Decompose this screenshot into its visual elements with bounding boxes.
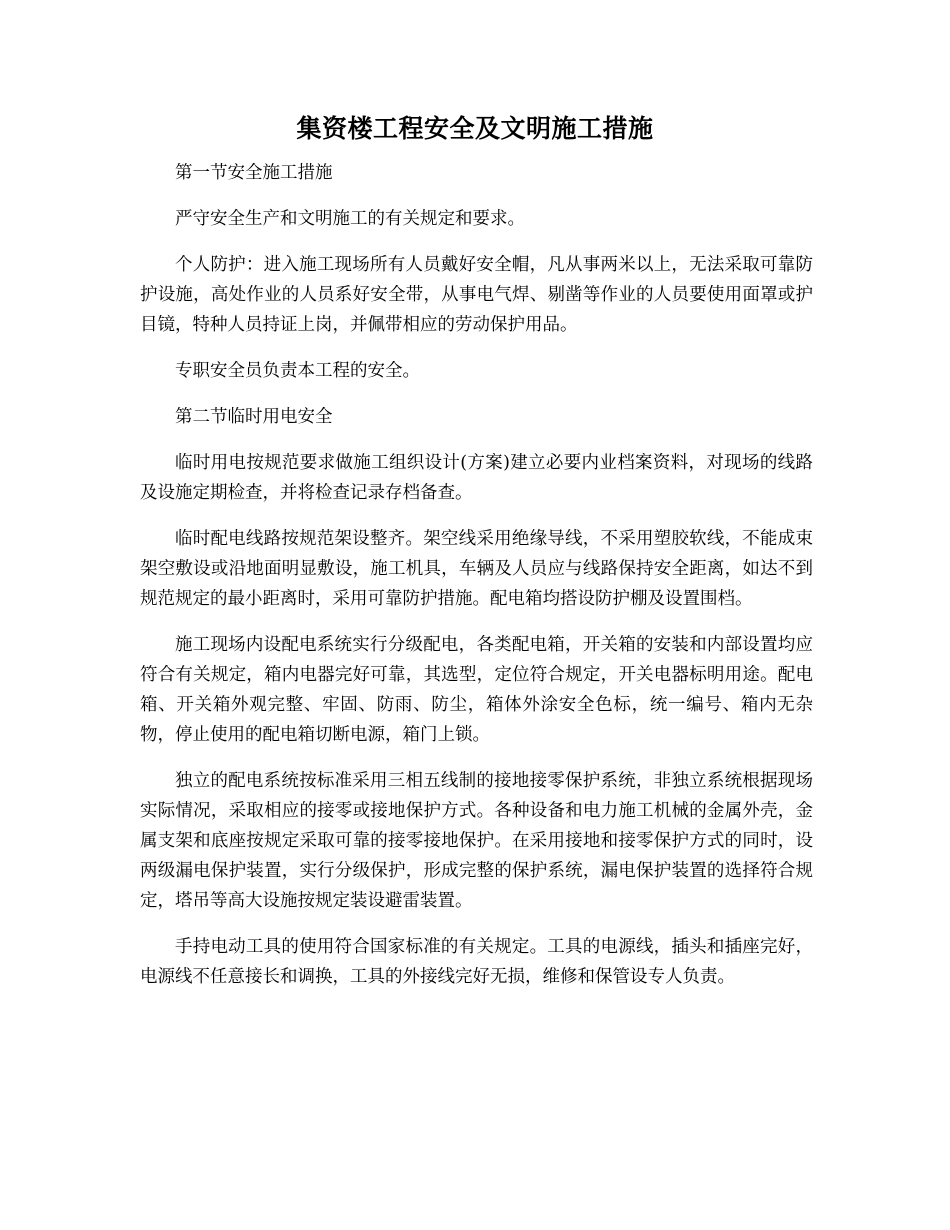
paragraph-section-1-heading: 第一节安全施工措施 bbox=[175, 163, 333, 183]
paragraph-safety-officer: 专职安全员负责本工程的安全。 bbox=[175, 361, 420, 381]
paragraph-hand-tools: 手持电动工具的使用符合国家标准的有关规定。工具的电源线，插头和插座完好，电源线不任意接长和调换，工具的外接线完好无损，维修和保管设专人负责。 bbox=[140, 937, 813, 987]
paragraph-distribution-boxes: 施工现场内设配电系统实行分级配电，各类配电箱，开关箱的安装和内部设置均应符合有关规定，箱内电器完好可靠，其选型，定位符合规定，开关电器标明用途。配电箱、开关箱外观完整、牢固、防雨、防尘，箱体外涂安全色标，统一编号、箱内无杂物，停止使用的配电箱切断电源，箱门上锁。 bbox=[140, 635, 813, 745]
document-title: 集资楼工程安全及文明施工措施 bbox=[296, 114, 654, 143]
paragraph-grounding-system: 独立的配电系统按标准采用三相五线制的接地接零保护系统，非独立系统根据现场实际情况，采取相应的接零或接地保护方式。各种设备和电力施工机械的金属外壳，金属支架和底座按规定采取可靠的接零接地保护。在采用接地和接零保护方式的同时，设两级漏电保护装置，实行分级保护，形成完整的保护系统，漏电保护装置的选择符合规定，塔吊等高大设施按规定装设避雷装置。 bbox=[140, 771, 813, 911]
paragraph-safety-rules: 严守安全生产和文明施工的有关规定和要求。 bbox=[175, 209, 525, 229]
paragraph-temporary-power-design: 临时用电按规范要求做施工组织设计(方案)建立必要内业档案资料，对现场的线路及设施定期检查，并将检查记录存档备查。 bbox=[140, 453, 813, 503]
paragraph-section-2-heading: 第二节临时用电安全 bbox=[175, 407, 333, 427]
document-body bbox=[140, 158, 813, 992]
paragraph-distribution-lines: 临时配电线路按规范架设整齐。架空线采用绝缘导线，不采用塑胶软线，不能成束架空敷设或沿地面明显敷设，施工机具，车辆及人员应与线路保持安全距离，如达不到规范规定的最小距离时，采用可靠防护措施。配电箱均搭设防护棚及设置围档。 bbox=[140, 529, 813, 609]
paragraph-personal-protection: 个人防护：进入施工现场所有人员戴好安全帽，凡从事两米以上，无法采取可靠防护设施，高处作业的人员系好安全带，从事电气焊、剔凿等作业的人员要使用面罩或护目镜，特种人员持证上岗，并佩带相应的劳动保护用品。 bbox=[140, 255, 813, 335]
